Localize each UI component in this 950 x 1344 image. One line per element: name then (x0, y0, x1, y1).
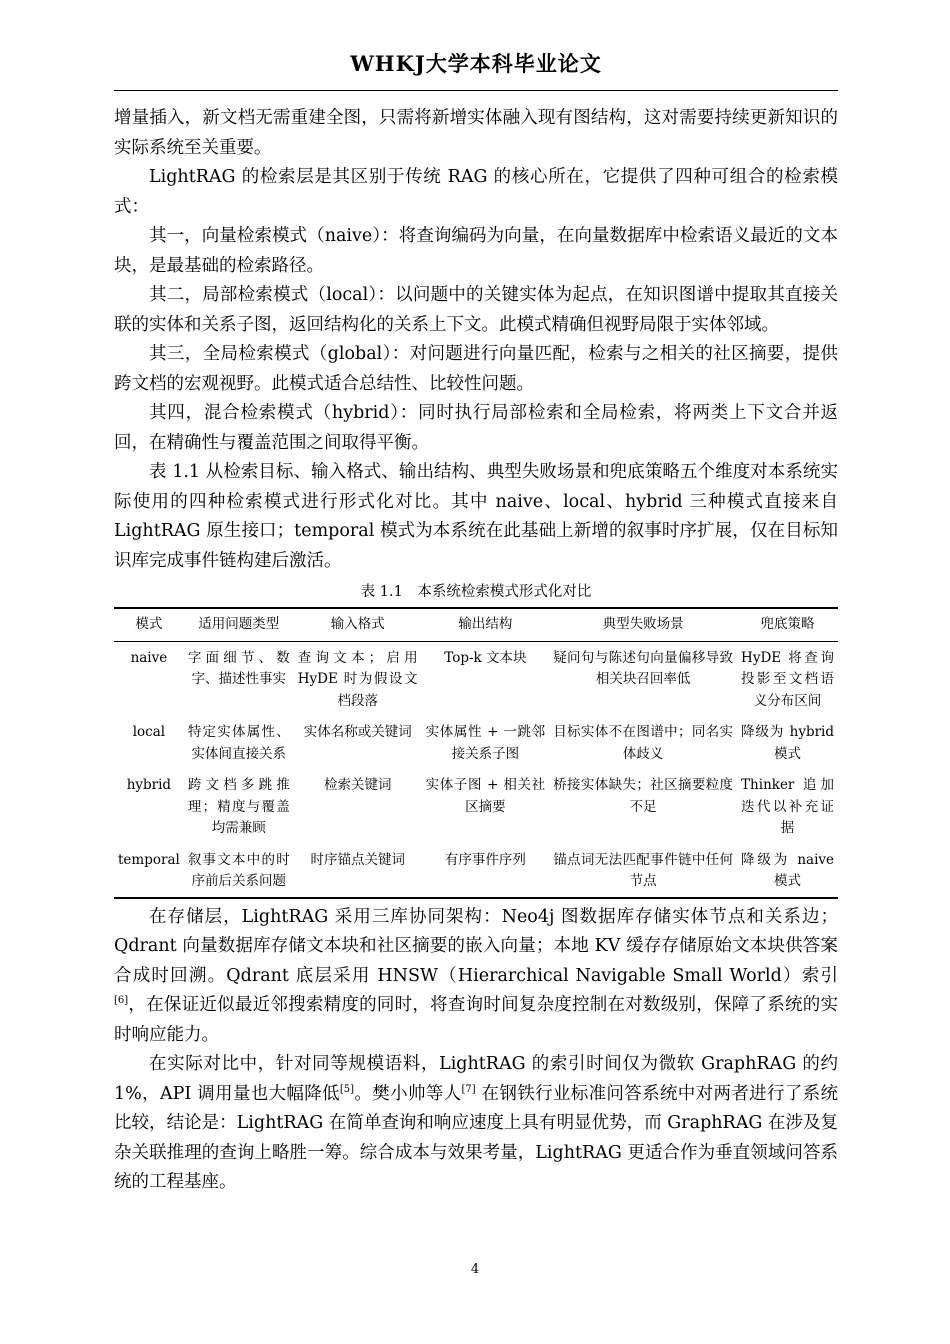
table-cell: Thinker 追加迭代以补充证据 (741, 777, 834, 836)
table-header-cell: 兜底策略 (760, 616, 815, 632)
table-cell: Top-k 文本块 (444, 649, 527, 666)
paragraph-2: LightRAG 的检索层是其区别于传统 RAG 的核心所在，它提供了四种可组合的检索模式： (114, 167, 838, 217)
citation-ref: [5] (339, 1083, 355, 1095)
table-cell: 叙事文本中的时序前后关系问题 (187, 851, 290, 889)
table-header-cell: 典型失败场景 (602, 616, 684, 632)
table-cell: 有序事件序列 (444, 851, 526, 868)
table-cell: 特定实体属性、实体间直接关系 (187, 724, 290, 762)
table-cell: 检索关键词 (323, 777, 392, 793)
table-row (114, 844, 838, 898)
page-header-title: WHKJ大学本科毕业论文 (350, 51, 602, 76)
citation-ref: [7] (461, 1083, 476, 1095)
table-cell: 实体名称或关键词 (303, 724, 412, 740)
table-cell: 实体属性 + 一跳邻接关系子图 (425, 724, 546, 762)
table-header-cell: 输入格式 (330, 616, 385, 632)
paragraph-1: 增量插入，新文档无需重建全图，只需将新增实体融入现有图结构，这对需要持续更新知识的实际系统至关重要。 (114, 108, 838, 158)
paragraph-comparison-text-b: 。樊小帅等人 (354, 1083, 462, 1104)
paragraph-4: 其二，局部检索模式（local）：以问题中的关键实体为起点，在知识图谱中提取其直接关联的实体和关系子图，返回结构化的关系上下文。此模式精确但视野局限于实体邻域。 (114, 285, 838, 335)
table-cell: 锚点词无法匹配事件链中任何节点 (553, 851, 734, 889)
table-cell: naive (130, 649, 168, 666)
table-header-cell: 适用问题类型 (198, 616, 280, 632)
table-row (114, 769, 838, 844)
table-caption: 表 1.1 本系统检索模式形式化对比 (360, 584, 592, 600)
table-cell: 时序锚点关键词 (310, 851, 405, 868)
table-cell: hybrid (126, 777, 172, 793)
table-cell: 降级为 hybrid 模式 (741, 724, 834, 762)
table-cell: 目标实体不在图谱中；同名实体歧义 (553, 724, 734, 762)
paragraph-comparison-text-a: 在实际对比中，针对同等规模语料，LightRAG 的索引时间仅为微软 GraphRAG 的约 1%，API 调用量也大幅降低 (114, 1054, 838, 1104)
body-text (114, 104, 838, 1198)
paragraph-6: 其四，混合检索模式（hybrid）：同时执行局部检索和全局检索，将两类上下文合并返回，在精确性与覆盖范围之间取得平衡。 (114, 403, 838, 453)
table-cell: temporal (118, 851, 180, 868)
retrieval-mode-table (114, 607, 838, 899)
citation-ref: [6] (114, 995, 129, 1007)
paragraph-storage (114, 903, 838, 1051)
table-header-cell: 模式 (135, 616, 163, 632)
paragraph-storage-text-a: 在存储层，LightRAG 采用三库协同架构：Neo4j 图数据库存储实体节点和关系边；Qdrant 向量数据库存储文本块和社区摘要的嵌入向量；本地 KV 缓存存储原始文本块供答案合成时回溯。Qdrant 底层采用 HNSW（Hierarchical Navigable Small World）索引 (114, 906, 838, 986)
table-cell: 字面细节、数字、描述性事实 (187, 649, 290, 687)
page-number: 4 (470, 1262, 480, 1277)
table-cell: 疑问句与陈述句向量偏移导致相关块召回率低 (553, 649, 734, 687)
table-cell: 桥接实体缺失；社区摘要粒度不足 (553, 777, 734, 815)
table-row (114, 716, 838, 769)
table-cell: HyDE 将查询投影至文档语义分布区间 (741, 649, 834, 709)
table-cell: 实体子图 + 相关社区摘要 (425, 777, 546, 815)
paragraph-comparison-text-c: 在钢铁行业标准问答系统中对两者进行了系统比较，结论是：LightRAG 在简单查询和响应速度上具有明显优势，而 GraphRAG 在涉及复杂关联推理的查询上略胜一筹。综合成本与效果考量，LightRAG 更适合作为垂直领域问答系统的工程基座。 (114, 1083, 839, 1192)
table-header-cell: 输出结构 (458, 616, 513, 632)
paragraph-5: 其三，全局检索模式（global）：对问题进行向量匹配，检索与之相关的社区摘要，提供跨文档的宏观视野。此模式适合总结性、比较性问题。 (114, 344, 838, 394)
table-cell: local (132, 724, 166, 740)
table-cell: 查询文本；启用 HyDE 时为假设文档段落 (297, 649, 418, 709)
table-header-row (114, 608, 838, 641)
paragraph-comparison (114, 1050, 838, 1198)
paragraph-3: 其一，向量检索模式（naive）：将查询编码为向量，在向量数据库中检索语义最近的文本块，是最基础的检索路径。 (114, 226, 838, 276)
table-cell: 跨文档多跳推理；精度与覆盖均需兼顾 (187, 777, 290, 836)
paragraph-7: 表 1.1 从检索目标、输入格式、输出结构、典型失败场景和兜底策略五个维度对本系统实际使用的四种检索模式进行形式化对比。其中 naive、local、hybrid 三种模式直接来自 LightRAG 原生接口；temporal 模式为本系统在此基础上新增的叙事时序扩展，仅在目标知识库完成事件链构建后激活。 (114, 462, 838, 571)
paragraph-storage-text-b: ，在保证近似最近邻搜索精度的同时，将查询时间复杂度控制在对数级别，保障了系统的实时响应能力。 (114, 995, 838, 1045)
table-row (114, 641, 838, 716)
table-cell: 降级为 naive 模式 (741, 851, 834, 889)
header-rule (114, 90, 838, 91)
